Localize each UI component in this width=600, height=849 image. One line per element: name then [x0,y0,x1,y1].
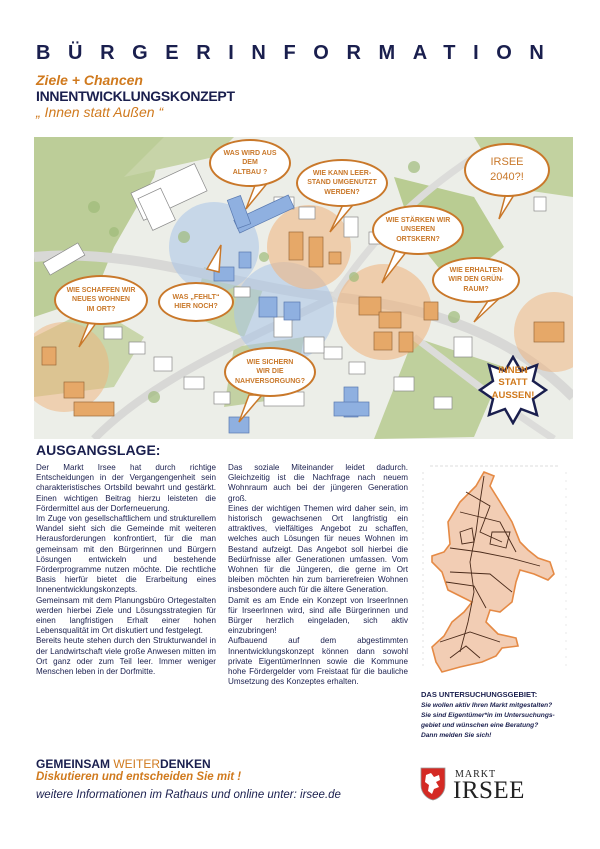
star-badge-text [478,365,548,402]
study-area-line: Dann melden Sie sich! [421,732,492,739]
paragraph: Eines der wichtigen Themen wird daher sein, im historisch gewachsenen Ort langfristig ein attraktives, vielfältiges Angebot zu schaffen, welches auch Lösungen für neues Wohnen im Bestand aufzeigt. Das Angebot soll hierbei die Bedürfnisse aller Generationen umfassen. Vom Wohnen für die Jüngeren, die gerne im Ort bleiben möchten hin zum barrierefreien Wohnen insbesondere auch für die ältere Generation. [228,503,408,595]
study-area-line: Sie sind Eigentümer*in im Untersuchungs- [421,712,555,719]
question-bubble-ortskern [372,205,464,255]
bubble-line: ORTSKERN? [396,235,440,243]
question-bubble-gruenraum [432,257,520,303]
paragraph: Aufbauend auf dem abgestimmten Innentwicklungskonzept können dann sowohl private EigentümerInnen sowie die Kommune hohe Fördergelder vom Freistaat für die bauliche Umsetzung des Konzeptes erhalten. [228,636,408,687]
study-area-title: DAS UNTERSUCHUNGSGEBIET: [421,690,538,699]
call-to-action: Diskutieren und entscheiden Sie mit ! [36,771,242,783]
study-area-text [421,701,581,741]
bubble-line: STAND UMGENUTZT [307,179,377,187]
logo-markt-text: MARKT [455,769,497,780]
info-link-text: weitere Informationen im Rathaus und online unter: irsee.de [36,789,341,801]
question-bubble-fehlt [158,282,234,322]
paragraph: Gemeinsam mit dem Planungsbüro Ortegestalten werden hierbei Ziele und Lösungsstrategien für einen langfristigen Erhalt einer hohen Lebensqualität im Ort diskutiert und festgelegt. [36,595,216,636]
question-bubble-altbau [209,139,291,187]
coat-of-arms-icon [420,767,446,801]
slogan-part: GEMEINSAM [36,757,114,771]
subtitle-goals: Ziele + Chancen [36,72,143,88]
bubble-line: WIE STÄRKEN WIR [385,216,451,224]
bubble-line: WIR DEN GRÜN- [448,276,504,284]
bubble-line: WAS „FEHLT“ [172,293,220,301]
star-line: STATT [498,377,528,389]
paragraph: Im Zuge von gesellschaftlichem und strukturellem Wandel sieht sich die Gemeinde mit weiteren Herausforderungen konfrontiert, für die man gemeinsam mit den Bürgerinnen und Bürgern Lösungen entwickeln und bestehende Förderprogramme nutzen möchte. Die rechtliche Basis hierfür bietet die Erarbeitung eines Innenentwicklungskonzepts. [36,514,216,595]
bubble-line: NEUES WOHNEN [72,296,130,304]
paragraph: Bereits heute stehen durch den Strukturwandel in der Landwirtschaft viele große Anwesen mitten im Ort ganz oder zum Teil leer. Immer weniger Menschen leben in der Dorfmitte. [36,636,216,677]
bubble-line: NAHVERSORGUNG? [234,377,305,385]
page-title: BÜRGERINFORMATION [36,42,562,64]
bubble-line: WIR DIE [256,368,284,376]
bubble-line: 2040?! [490,171,524,183]
study-area-line: gebiet und wünschen eine Beratung? [421,722,539,729]
bubble-line: DEM [242,159,258,167]
bubble-line: WIE SCHAFFEN WIR [66,286,136,294]
question-bubble-irsee-2040 [464,143,550,197]
question-bubble-wohnen [54,275,148,325]
bubble-line: WERDEN? [324,188,360,196]
paragraph: Das soziale Miteinander leidet dadurch. Gleichzeitig ist die Nachfrage nach neuem Wohnraum auch bei der jüngeren Generation groß. [228,463,408,503]
star-line: AUSSEN! [491,389,535,401]
bubble-line: IRSEE [490,155,524,168]
logo-irsee-text: IRSEE [453,777,525,804]
markt-irsee-logo [420,767,570,807]
study-area-map [420,462,570,677]
bubble-line: IM ORT? [86,305,116,313]
text-column-1 [36,463,216,677]
bubble-line: WIE SICHERN [246,358,294,366]
study-area-line: Sie wollen aktiv Ihren Markt mitgestalten? [421,702,553,709]
question-bubble-nahversorgung [224,347,316,397]
slogan-accent: WEITER [113,757,161,771]
bubble-line: WIE KANN LEER- [312,169,372,177]
paragraph: Der Markt Irsee hat durch richtige Entscheidungen in der Vergangengenheit sein charakteristisches Ortsbild bewahrt und gestärkt. Einen wichtigen Beitrag hierzu leisteten die Fördermittel aus der Dorferneuerung. [36,463,216,513]
bubble-line: UNSEREN [400,226,436,234]
bubble-line: RAUM? [463,285,489,293]
star-line: INNEN [498,365,528,376]
slogan [36,757,211,771]
subtitle-motto: „ Innen statt Außen “ [36,104,164,120]
text-column-2 [228,463,408,687]
subtitle-concept: INNENTWICKLUNGSKONZEPT [36,88,235,104]
bubble-line: WAS WIRD AUS [223,149,277,157]
question-bubble-leerstand [296,159,388,207]
paragraph: Damit es am Ende ein Konzept von IrseerInnen für IrseerInnen wird, sind alle Bürgerinnen und Bürger herzlich eingeladen, sich aktiv einzubringen! [228,595,408,636]
bubble-line: WIE ERHALTEN [449,266,503,274]
slogan-part: DENKEN [160,757,211,771]
bubble-line: ALTBAU ? [232,168,268,176]
section-heading: AUSGANGSLAGE: [36,442,161,458]
bubble-line: HIER NOCH? [174,303,218,310]
